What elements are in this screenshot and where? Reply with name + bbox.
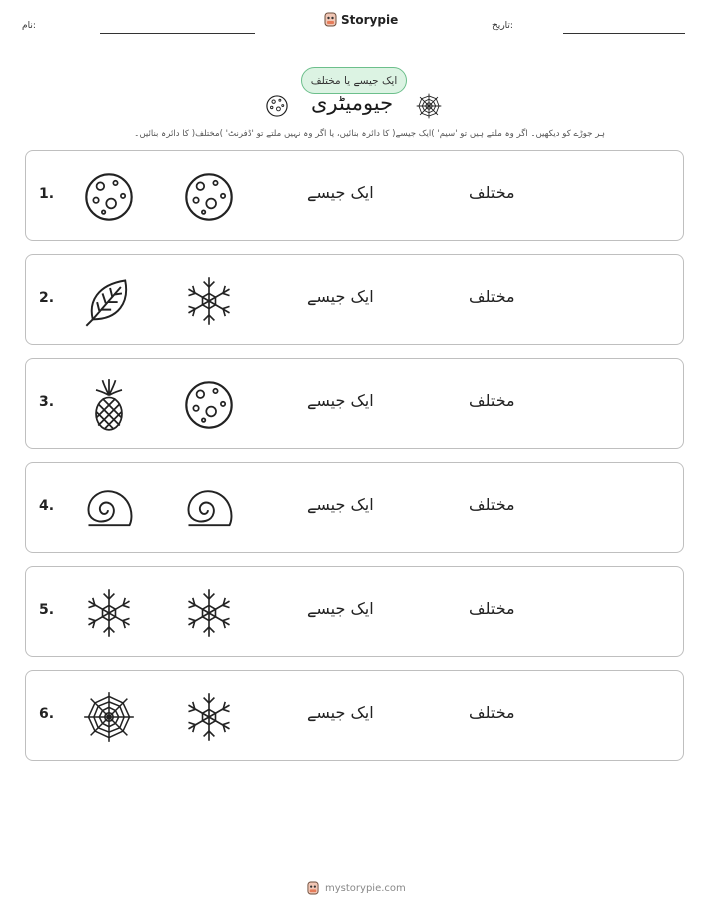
same-option[interactable]: ایک جیسے (307, 495, 374, 514)
moon-icon (182, 378, 236, 432)
spider-web-icon (82, 690, 136, 744)
snail-shell-icon (182, 482, 236, 536)
leaf-icon (82, 274, 136, 328)
footer (307, 881, 406, 895)
snowflake-icon (182, 586, 236, 640)
storypie-mascot-icon (307, 881, 319, 895)
same-option[interactable]: ایک جیسے (307, 391, 374, 410)
snowflake-icon (182, 274, 236, 328)
question-number: 1. (39, 186, 55, 202)
footer-site-link[interactable]: mystorypie.com (325, 882, 406, 894)
same-option[interactable]: ایک جیسے (307, 183, 374, 202)
pineapple-icon (82, 378, 136, 432)
question-row-3 (25, 358, 684, 449)
snowflake-icon (182, 690, 236, 744)
moon-icon (265, 94, 289, 118)
topic-pill: ایک جیسے یا مختلف (301, 67, 407, 94)
different-option[interactable]: مختلف (469, 391, 515, 410)
instruction-text: ہر جوڑے کو دیکھیں۔ اگر وہ ملتے ہیں تو 'سیم' )ایک جیسے( کا دائرہ بنائیں، یا اگر وہ نہیں ملتے تو 'ڈفرنٹ' )مختلف( کا دائرہ بنائیں۔ (134, 129, 605, 139)
question-row-6 (25, 670, 684, 761)
different-option[interactable]: مختلف (469, 599, 515, 618)
storypie-mascot-icon (324, 12, 337, 27)
snowflake-icon (82, 586, 136, 640)
date-label: تاریخ: (492, 21, 513, 31)
date-line[interactable] (563, 33, 685, 34)
same-option[interactable]: ایک جیسے (307, 287, 374, 306)
different-option[interactable]: مختلف (469, 287, 515, 306)
different-option[interactable]: مختلف (469, 495, 515, 514)
brand-name: Storypie (341, 12, 399, 27)
question-number: 3. (39, 394, 55, 410)
question-row-1 (25, 150, 684, 241)
question-number: 2. (39, 290, 55, 306)
question-row-4 (25, 462, 684, 553)
moon-icon (82, 170, 136, 224)
name-label: نام: (22, 21, 36, 31)
moon-icon (182, 170, 236, 224)
same-option[interactable]: ایک جیسے (307, 703, 374, 722)
brand-logo (324, 12, 398, 27)
different-option[interactable]: مختلف (469, 703, 515, 722)
same-option[interactable]: ایک جیسے (307, 599, 374, 618)
question-number: 4. (39, 498, 55, 514)
worksheet-title-row (265, 91, 445, 121)
spider-web-icon (415, 92, 443, 120)
different-option[interactable]: مختلف (469, 183, 515, 202)
question-number: 6. (39, 706, 55, 722)
worksheet-title: جیومیٹری (311, 91, 394, 115)
name-line[interactable] (100, 33, 255, 34)
snail-shell-icon (82, 482, 136, 536)
question-row-5 (25, 566, 684, 657)
question-number: 5. (39, 602, 55, 618)
question-row-2 (25, 254, 684, 345)
